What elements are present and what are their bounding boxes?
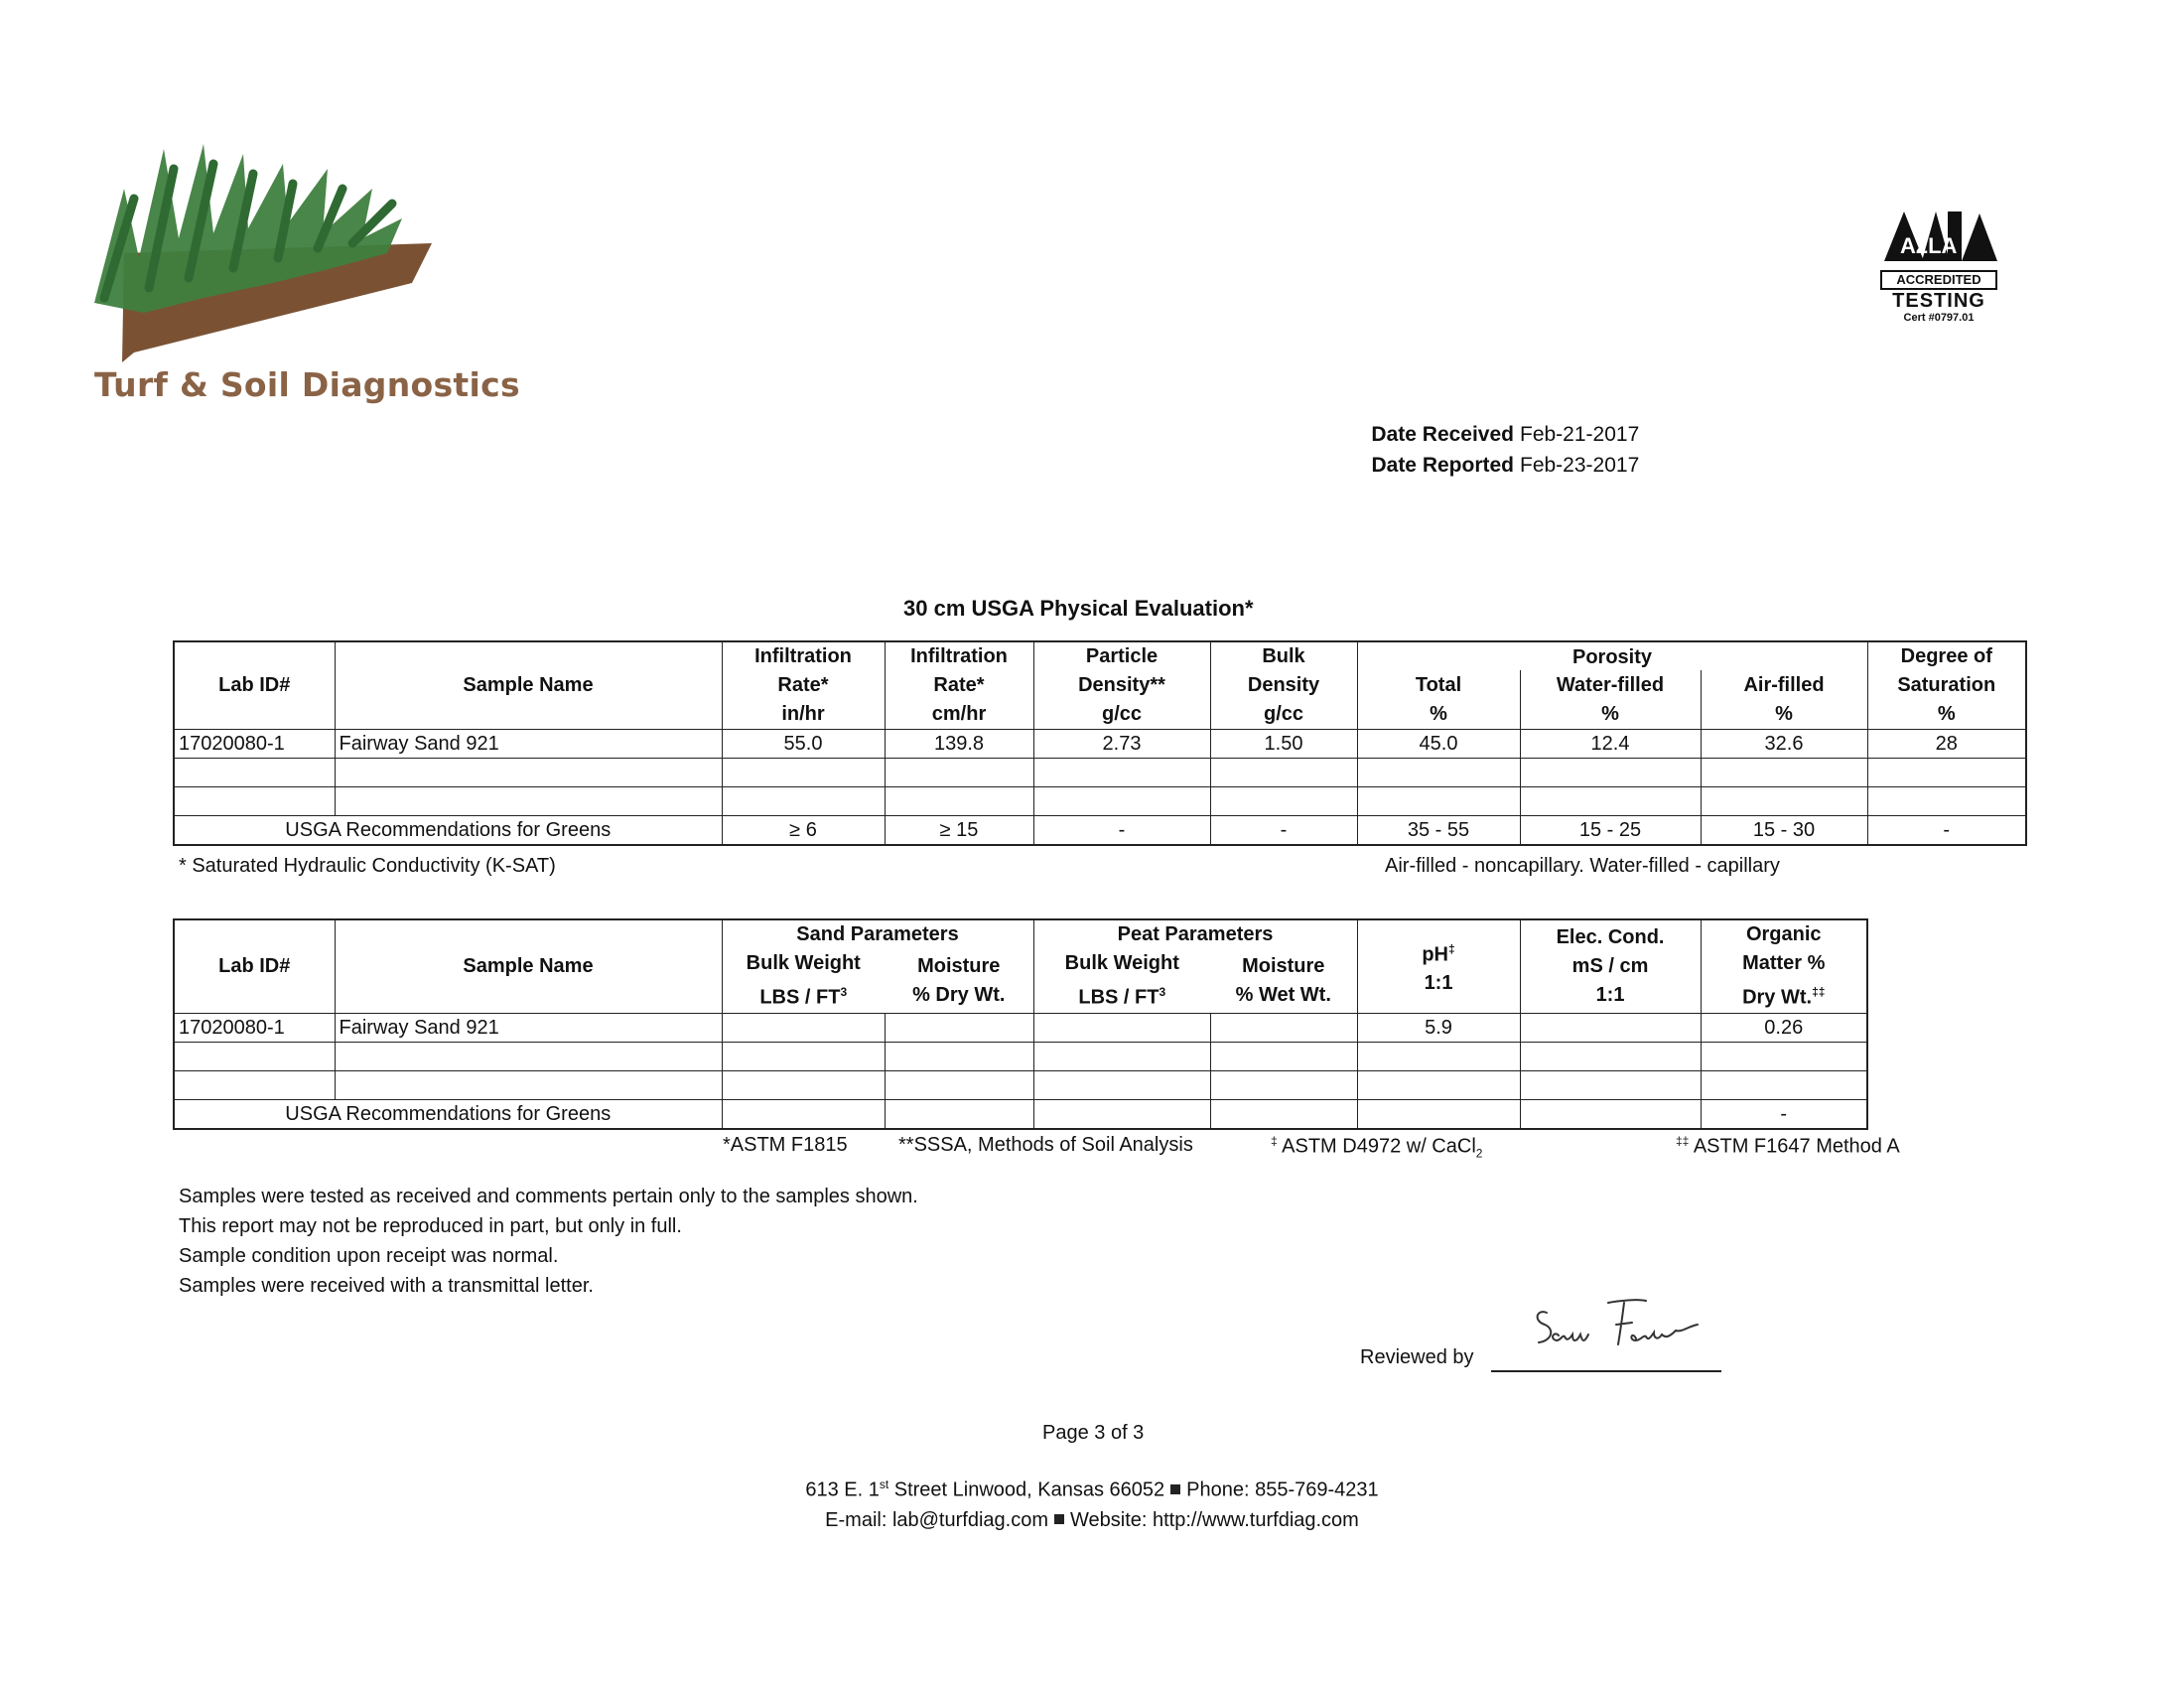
date-reported-value: Feb-23-2017 (1520, 454, 1640, 477)
footnote-astm-f1647 (1676, 1134, 1900, 1159)
physical-evaluation-table (173, 640, 2027, 846)
cert-number: Cert #0797.01 (1903, 312, 1975, 324)
cell-infiltration-cm: 139.8 (885, 730, 1033, 759)
superscript: 3 (840, 985, 848, 999)
header-line: pH (1422, 943, 1448, 966)
cell-infiltration-in: 55.0 (722, 730, 885, 759)
company-name: Turf & Soil Diagnostics (94, 365, 520, 404)
accreditation-badge (1874, 204, 2003, 328)
address-line (0, 1470, 2184, 1505)
col-degree-saturation (1867, 641, 2026, 730)
cell-sample-name: Fairway Sand 921 (335, 1013, 722, 1042)
header-line: in/hr (781, 703, 825, 725)
col-peat-moisture (1210, 949, 1357, 1013)
header-line: Particle (1085, 645, 1159, 667)
table-row-empty (174, 1070, 1867, 1099)
header-line: % (1430, 702, 1447, 725)
reviewed-by-label: Reviewed by (1360, 1346, 1474, 1368)
cell-sand-bulk-weight (722, 1013, 885, 1042)
header-line: Moisture (1242, 954, 1325, 977)
cell-bulk-density: 1.50 (1210, 730, 1357, 759)
subscript: 2 (1475, 1146, 1483, 1161)
col-sample-name: Sample Name (335, 919, 722, 1013)
recommendations-label: USGA Recommendations for Greens (174, 816, 722, 846)
superscript: st (879, 1477, 889, 1491)
ksat-note: * Saturated Hydraulic Conductivity (K-SAT) (179, 855, 556, 877)
header-line: g/cc (1101, 703, 1143, 725)
email: E-mail: lab@turfdiag.com (825, 1508, 1048, 1531)
comment-line: Samples were tested as received and comments pertain only to the samples shown. (179, 1186, 918, 1207)
date-reported-row (1360, 450, 1639, 481)
header-line: % (1937, 703, 1956, 725)
header-line: LBS / FT (1078, 986, 1160, 1009)
table-header-row (174, 919, 1867, 949)
rec-air-filled: 15 - 30 (1701, 816, 1867, 846)
col-group-sand: Sand Parameters (722, 919, 1033, 949)
rec-bulk-density: - (1210, 816, 1357, 846)
header-line: Degree of (1900, 645, 1992, 667)
header-line: Rate* (933, 674, 985, 696)
footnote-text: ASTM F1647 Method A (1689, 1135, 1900, 1158)
cell-degree-saturation: 28 (1867, 730, 2026, 759)
testing-label: TESTING (1892, 290, 1985, 312)
col-particle-density (1033, 641, 1210, 730)
footnote-astm-d4972 (1271, 1134, 1482, 1161)
col-air-filled (1701, 670, 1867, 729)
header-line: Infiltration (754, 645, 852, 667)
double-dagger-mark: ‡‡ (1812, 985, 1826, 999)
col-water-filled (1520, 670, 1701, 729)
date-received-row (1360, 419, 1639, 450)
col-group-porosity: Porosity (1357, 641, 1867, 670)
header-line: Air-filled (1743, 673, 1825, 696)
superscript: 3 (1159, 985, 1166, 999)
rec-particle-density: - (1033, 816, 1210, 846)
footnote-sssa: **SSSA, Methods of Soil Analysis (898, 1134, 1193, 1156)
header-line: Elec. Cond. (1556, 925, 1665, 948)
cell-particle-density: 2.73 (1033, 730, 1210, 759)
header-line: 1:1 (1424, 972, 1453, 995)
table-row (174, 1013, 1867, 1042)
col-lab-id: Lab ID# (174, 641, 335, 730)
recommendations-row (174, 1099, 1867, 1129)
rec-water-filled: 15 - 25 (1520, 816, 1701, 846)
table-row (174, 730, 2026, 759)
cell-ph: 5.9 (1357, 1013, 1520, 1042)
header-line: Rate* (777, 674, 829, 696)
comment-line: This report may not be reproduced in part, but only in full. (179, 1215, 682, 1237)
header-line: Bulk Weight (746, 952, 861, 974)
col-total (1357, 670, 1520, 729)
rec-infiltration-in: ≥ 6 (722, 816, 885, 846)
date-received-value: Feb-21-2017 (1520, 423, 1640, 446)
header-line: Matter % (1742, 952, 1826, 974)
double-dagger-mark: ‡‡ (1676, 1134, 1690, 1148)
col-sample-name: Sample Name (335, 641, 722, 730)
a2la-letters: A2LA (1900, 233, 1958, 258)
col-sand-moisture (885, 949, 1033, 1013)
footnote-text: ASTM D4972 w/ CaCl (1277, 1135, 1476, 1158)
header-line: % Dry Wt. (912, 983, 1006, 1006)
col-sand-bulk-weight (722, 949, 885, 1013)
header-line: 1:1 (1595, 983, 1625, 1006)
dagger-mark: ‡ (1448, 941, 1455, 956)
header-line: Dry Wt. (1742, 986, 1813, 1009)
recommendations-label: USGA Recommendations for Greens (174, 1099, 722, 1129)
contact-line (0, 1505, 2184, 1535)
header-line: % (1601, 702, 1619, 725)
table-row-empty (174, 759, 2026, 787)
header-line: % Wet Wt. (1235, 983, 1331, 1006)
header-line: Bulk Weight (1064, 952, 1179, 974)
table-row-empty (174, 787, 2026, 816)
header-line: Infiltration (910, 645, 1008, 667)
comment-line: Samples were received with a transmittal letter. (179, 1275, 594, 1297)
chemical-parameters-table (173, 918, 1868, 1130)
col-group-peat: Peat Parameters (1033, 919, 1357, 949)
header-line: Density** (1078, 674, 1165, 696)
header-line: cm/hr (931, 703, 987, 725)
header-line: Saturation (1897, 674, 1996, 696)
cell-sand-moisture (885, 1013, 1033, 1042)
col-organic-matter (1701, 919, 1867, 1013)
header-line: LBS / FT (759, 986, 841, 1009)
rec-total: 35 - 55 (1357, 816, 1520, 846)
cell-sample-name: Fairway Sand 921 (335, 730, 722, 759)
website: Website: http://www.turfdiag.com (1069, 1508, 1359, 1531)
street-address: 613 E. 1 (805, 1478, 880, 1501)
header-line: mS / cm (1571, 954, 1649, 977)
cell-elec-cond (1520, 1013, 1701, 1042)
table-header-row (174, 641, 2026, 670)
bullet-square-icon (1054, 1514, 1064, 1524)
cell-lab-id: 17020080-1 (174, 1013, 335, 1042)
company-logo (94, 129, 491, 367)
header-line: Total (1415, 673, 1462, 696)
dagger-mark: ‡ (1271, 1134, 1278, 1148)
cell-air-filled: 32.6 (1701, 730, 1867, 759)
rec-infiltration-cm: ≥ 15 (885, 816, 1033, 846)
accredited-label: ACCREDITED (1880, 270, 1997, 290)
col-elec-cond (1520, 919, 1701, 1013)
header-line: Moisture (917, 954, 1001, 977)
date-received-label: Date Received (1371, 423, 1514, 446)
header-line: Density (1247, 674, 1320, 696)
col-lab-id: Lab ID# (174, 919, 335, 1013)
col-peat-bulk-weight (1033, 949, 1210, 1013)
a2la-logo (1874, 204, 2003, 265)
cell-total: 45.0 (1357, 730, 1520, 759)
col-ph (1357, 919, 1520, 1013)
recommendations-row (174, 816, 2026, 846)
report-dates (1360, 419, 1639, 481)
physical-evaluation-title: 30 cm USGA Physical Evaluation* (903, 596, 1254, 621)
cell-water-filled: 12.4 (1520, 730, 1701, 759)
rec-degree-saturation: - (1867, 816, 2026, 846)
cell-lab-id: 17020080-1 (174, 730, 335, 759)
cell-peat-bulk-weight (1033, 1013, 1210, 1042)
table-row-empty (174, 1042, 1867, 1070)
street-address-rest: Street Linwood, Kansas 66052 (888, 1478, 1165, 1501)
signature-line (1491, 1370, 1721, 1372)
lab-address (0, 1470, 2184, 1535)
header-line: g/cc (1263, 703, 1304, 725)
reviewer-signature (1529, 1291, 1707, 1370)
date-reported-label: Date Reported (1371, 454, 1514, 477)
footnote-astm-f1815: *ASTM F1815 (723, 1134, 848, 1156)
header-line: Organic (1745, 923, 1822, 945)
header-line: % (1775, 702, 1793, 725)
rec-organic-matter: - (1701, 1099, 1867, 1129)
porosity-note: Air-filled - noncapillary. Water-filled - capillary (1385, 855, 1780, 877)
col-bulk-density (1210, 641, 1357, 730)
phone: Phone: 855-769-4231 (1186, 1478, 1379, 1501)
col-infiltration-in (722, 641, 885, 730)
header-line: Bulk (1262, 645, 1305, 667)
comment-line: Sample condition upon receipt was normal. (179, 1245, 559, 1267)
bullet-square-icon (1170, 1484, 1180, 1494)
cell-peat-moisture (1210, 1013, 1357, 1042)
page-number: Page 3 of 3 (1042, 1422, 1145, 1444)
report-comments (179, 1182, 918, 1301)
header-line: Water-filled (1556, 673, 1665, 696)
col-infiltration-cm (885, 641, 1033, 730)
cell-organic-matter: 0.26 (1701, 1013, 1867, 1042)
